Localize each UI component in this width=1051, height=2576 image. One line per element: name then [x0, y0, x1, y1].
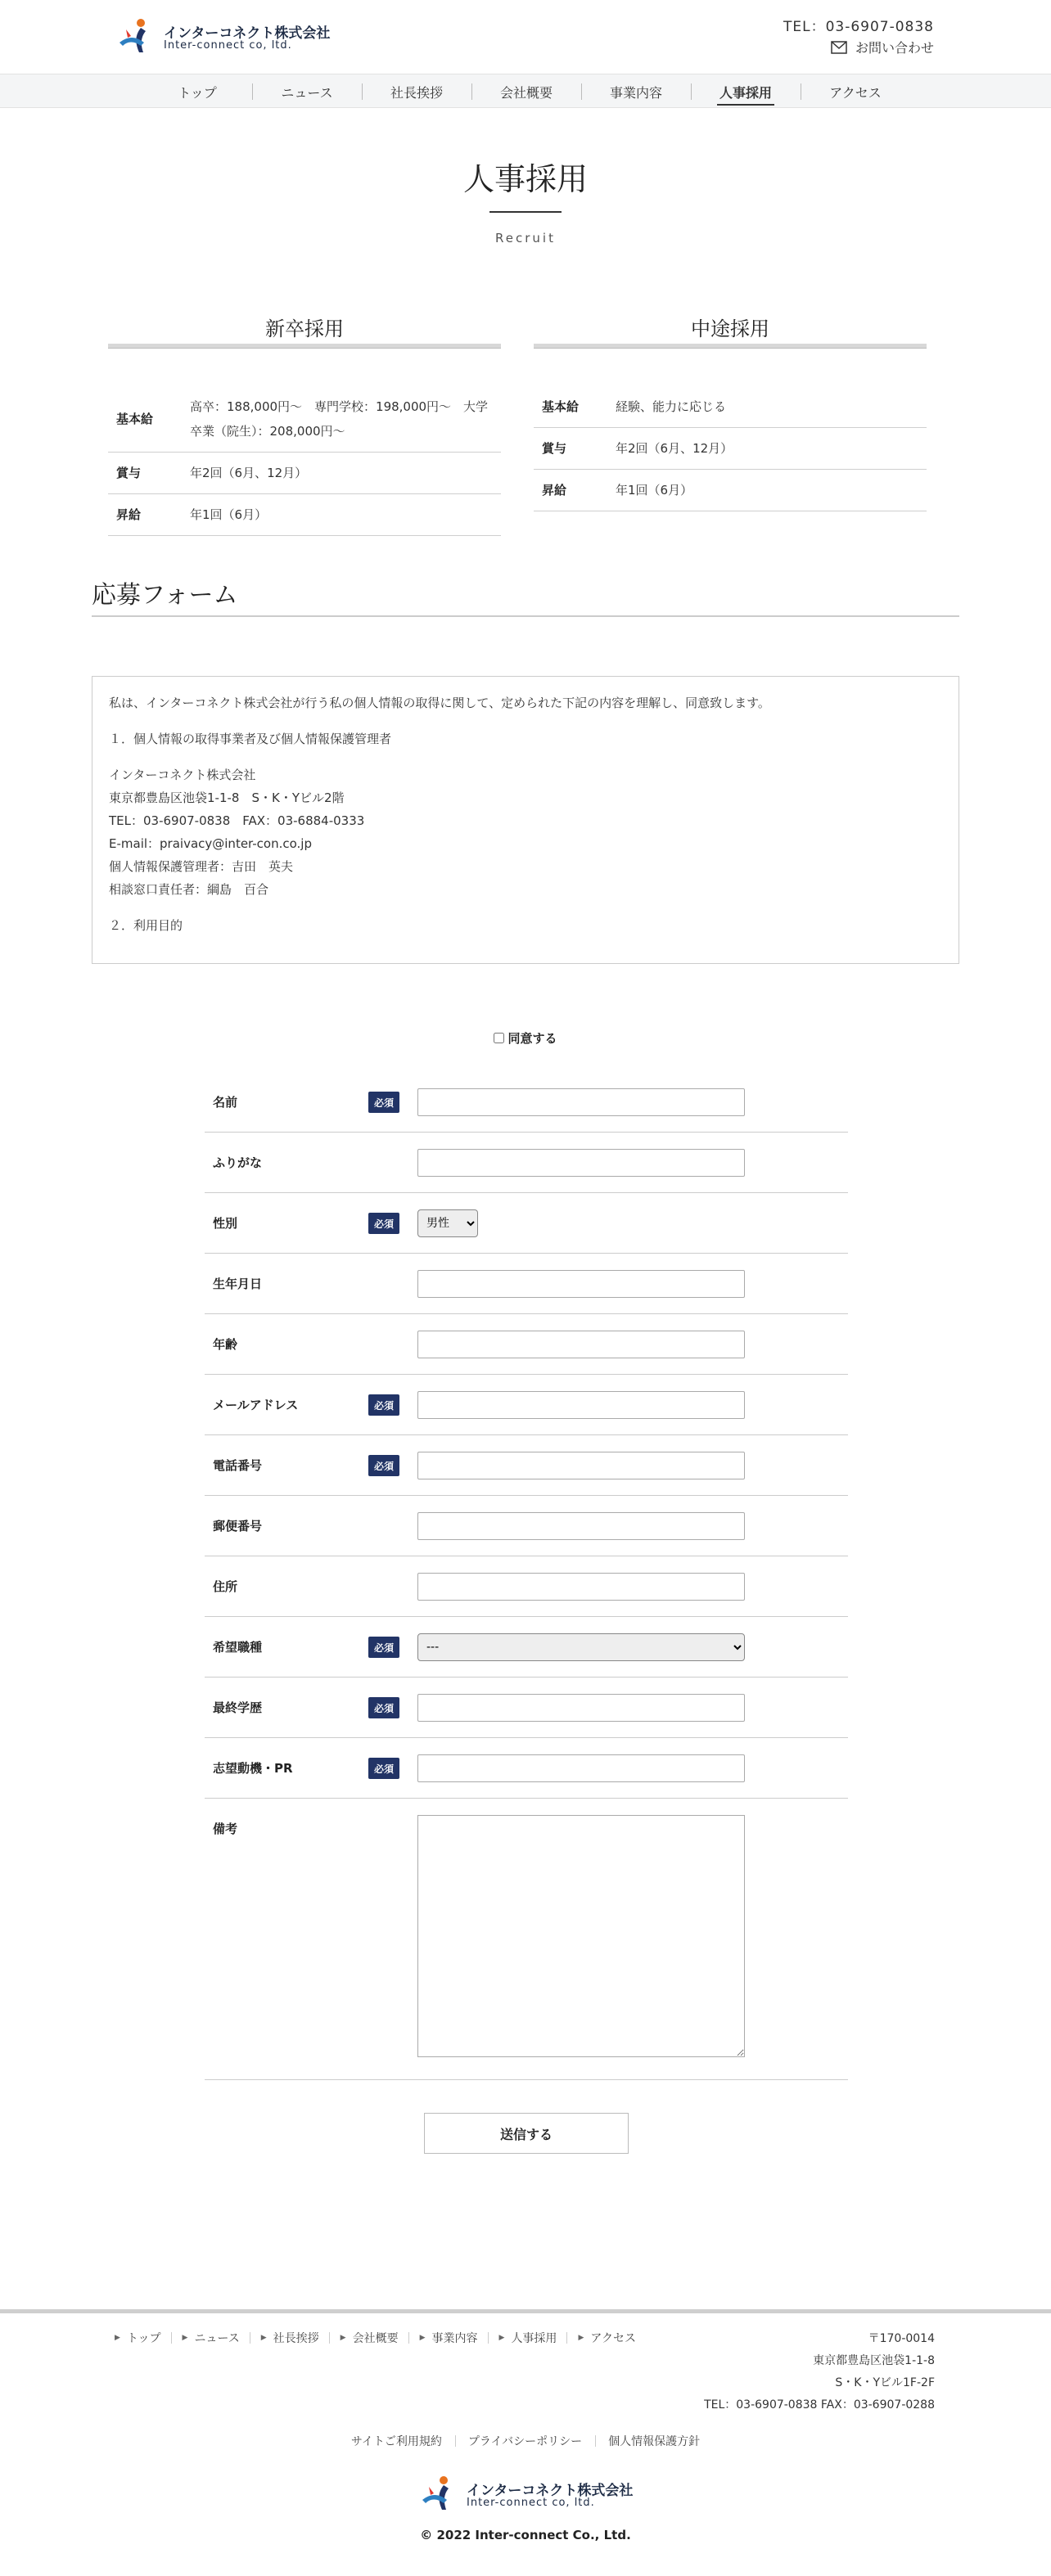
nav-item-business[interactable]: 事業内容: [581, 74, 691, 109]
privacy-telfax: TEL：03-6907-0838 FAX：03-6884-0333: [109, 813, 365, 828]
table-row: [534, 386, 927, 428]
agree-checkbox-label[interactable]: [0, 1029, 1051, 1047]
job-select[interactable]: [417, 1633, 745, 1661]
footer-link-terms[interactable]: サイトご利用規約: [350, 2435, 442, 2448]
mid-career-heading-bar: [534, 344, 927, 349]
form-row-name: [205, 1072, 848, 1133]
footer-nav: [115, 2330, 646, 2346]
field-label: 名前: [213, 1095, 238, 1110]
envelope-icon: [831, 41, 847, 54]
privacy-contact: 相談窓口責任者：綱島 百合: [109, 882, 269, 897]
triangle-right-icon: ▶: [498, 2334, 505, 2342]
footer-nav-item[interactable]: [408, 2330, 488, 2346]
furigana-input[interactable]: [417, 1149, 745, 1177]
nav-item-recruit[interactable]: 人事採用: [691, 74, 801, 109]
site-footer: [0, 2309, 1051, 2576]
contact-link[interactable]: [831, 38, 934, 56]
nav-item-top[interactable]: トップ: [178, 84, 217, 101]
footer-nav-item[interactable]: [329, 2330, 408, 2346]
email-input[interactable]: [417, 1391, 745, 1419]
footer-logo-english-name: Inter-connect co, ltd.: [467, 2497, 595, 2509]
education-input[interactable]: [417, 1694, 745, 1722]
footer-addr-line2: S・K・Yビル1F-2F: [835, 2376, 935, 2389]
table-row: [108, 386, 501, 453]
table-row: [534, 470, 927, 511]
phone-input[interactable]: [417, 1452, 745, 1479]
footer-addr-line1: 東京都豊島区池袋1-1-8: [813, 2354, 935, 2367]
field-label: 最終学歴: [213, 1700, 263, 1715]
row-key: 昇給: [534, 470, 616, 511]
footer-nav-label: アクセス: [590, 2332, 636, 2345]
field-label: ふりがな: [213, 1155, 263, 1170]
copyright: © 2022 Inter-connect Co., Ltd.: [420, 2528, 631, 2542]
name-input[interactable]: [417, 1088, 745, 1116]
row-key: 基本給: [534, 386, 616, 428]
row-key: 昇給: [108, 494, 190, 536]
required-badge: 必須: [368, 1394, 399, 1416]
triangle-right-icon: ▶: [182, 2334, 188, 2342]
required-badge: 必須: [368, 1092, 399, 1113]
logo-english-name: Inter-connect co, ltd.: [164, 39, 292, 52]
row-key: 基本給: [108, 386, 190, 453]
row-value: 年2回（6月、12月）: [190, 453, 501, 494]
postal-input[interactable]: [417, 1512, 745, 1540]
new-grad-table: [108, 386, 501, 536]
required-badge: 必須: [368, 1637, 399, 1658]
privacy-section-1: １．個人情報の取得事業者及び個人情報保護管理者: [109, 732, 392, 746]
table-row: [108, 494, 501, 536]
footer-telfax: TEL：03-6907-0838 FAX：03-6907-0288: [704, 2398, 935, 2412]
title-divider: [489, 211, 562, 213]
required-badge: 必須: [368, 1455, 399, 1476]
site-header: [0, 0, 1051, 74]
form-row-age: [205, 1314, 848, 1375]
mid-career-heading: 中途採用: [691, 317, 769, 340]
row-value: 年2回（6月、12月）: [616, 428, 927, 470]
mid-career-section: [534, 313, 927, 511]
form-row-notes: [205, 1799, 848, 2080]
footer-nav-label: 人事採用: [511, 2332, 557, 2345]
form-heading-divider: [92, 615, 959, 617]
field-label: 備考: [213, 1822, 238, 1836]
form-row-birthday: [205, 1254, 848, 1314]
required-badge: 必須: [368, 1697, 399, 1718]
new-grad-heading-bar: [108, 344, 501, 349]
footer-link-personal-info[interactable]: 個人情報保護方針: [595, 2433, 713, 2449]
form-row-motivation: [205, 1738, 848, 1799]
contact-label: お問い合わせ: [855, 40, 934, 56]
footer-logo[interactable]: [419, 2475, 640, 2511]
triangle-right-icon: ▶: [340, 2334, 346, 2342]
footer-nav-label: 社長挨拶: [273, 2332, 319, 2345]
triangle-right-icon: ▶: [419, 2334, 426, 2342]
privacy-section-2: ２．利用目的: [109, 918, 183, 933]
nav-item-company[interactable]: 会社概要: [471, 74, 581, 109]
footer-nav-item[interactable]: [115, 2330, 171, 2346]
privacy-policy-box[interactable]: [92, 676, 959, 964]
form-row-phone: [205, 1435, 848, 1496]
age-input[interactable]: [417, 1331, 745, 1358]
nav-item-news[interactable]: ニュース: [252, 74, 362, 109]
row-key: 賞与: [108, 453, 190, 494]
footer-links: [0, 2433, 1051, 2449]
field-label: 希望職種: [213, 1640, 263, 1655]
required-badge: 必須: [368, 1758, 399, 1779]
footer-link-privacy[interactable]: プライバシーポリシー: [455, 2433, 595, 2449]
logo-company-name: インターコネクト株式会社: [164, 25, 331, 42]
logo-mark-icon: [116, 18, 154, 54]
field-label: 生年月日: [213, 1277, 263, 1291]
form-row-gender: [205, 1193, 848, 1254]
footer-postal: 〒170-0014: [868, 2332, 935, 2345]
new-grad-heading: 新卒採用: [265, 317, 344, 340]
footer-nav-label: トップ: [126, 2332, 161, 2345]
footer-nav-item[interactable]: [566, 2330, 646, 2346]
row-value: 年1回（6月）: [190, 494, 501, 536]
table-row: [108, 453, 501, 494]
nav-item-greeting[interactable]: 社長挨拶: [362, 74, 471, 109]
motivation-input[interactable]: [417, 1754, 745, 1782]
agree-text: 同意する: [507, 1031, 557, 1046]
field-label: 郵便番号: [213, 1519, 263, 1533]
gender-select[interactable]: [417, 1209, 478, 1237]
form-row-postal: [205, 1496, 848, 1556]
row-value: 年1回（6月）: [616, 470, 927, 511]
page-subtitle: Recruit: [495, 231, 556, 245]
footer-logo-company-name: インターコネクト株式会社: [467, 2483, 634, 2499]
privacy-address: 東京都豊島区池袋1-1-8 S・K・Yビル2階: [109, 790, 345, 805]
required-badge: 必須: [368, 1213, 399, 1234]
field-label: 性別: [213, 1216, 238, 1231]
birthday-input[interactable]: [417, 1270, 745, 1298]
triangle-right-icon: ▶: [115, 2334, 120, 2342]
field-label: メールアドレス: [213, 1398, 299, 1412]
privacy-intro: 私は、インターコネクト株式会社が行う私の個人情報の取得に関して、定められた下記の内容を理解し、同意致します。: [109, 696, 770, 710]
table-row: [534, 428, 927, 470]
footer-nav-label: 事業内容: [431, 2332, 478, 2345]
logo-mark-icon: [419, 2475, 457, 2511]
submit-button[interactable]: 送信する: [424, 2113, 629, 2154]
nav-item-access[interactable]: アクセス: [801, 74, 910, 109]
triangle-right-icon: ▶: [578, 2334, 584, 2342]
form-row-furigana: [205, 1133, 848, 1193]
main-nav: [0, 74, 1051, 108]
footer-nav-item[interactable]: [171, 2330, 250, 2346]
privacy-manager: 個人情報保護管理者：吉田 英夫: [109, 859, 294, 874]
field-label: 志望動機・PR: [213, 1761, 293, 1776]
field-label: 年齢: [213, 1337, 238, 1352]
footer-nav-label: ニュース: [194, 2332, 240, 2345]
footer-address: [704, 2328, 935, 2416]
mid-career-table: [534, 386, 927, 511]
form-row-education: [205, 1678, 848, 1738]
row-value: 経験、能力に応じる: [616, 386, 927, 428]
row-key: 賞与: [534, 428, 616, 470]
form-row-job: [205, 1617, 848, 1678]
header-phone: TEL：03-6907-0838: [783, 19, 934, 35]
new-grad-section: [108, 313, 501, 536]
privacy-company: インターコネクト株式会社: [109, 768, 256, 782]
triangle-right-icon: ▶: [260, 2334, 267, 2342]
row-value: 高卒：188,000円〜 専門学校：198,000円〜 大学卒業（院生）：208,000円〜: [190, 386, 501, 453]
page-title: 人事採用: [462, 161, 588, 197]
notes-textarea[interactable]: [417, 1815, 745, 2057]
application-form-heading: 応募フォーム: [92, 581, 238, 610]
form-row-email: [205, 1375, 848, 1435]
privacy-email: E-mail：praivacy@inter-con.co.jp: [109, 836, 312, 851]
agree-checkbox[interactable]: [494, 1033, 504, 1043]
address-input[interactable]: [417, 1573, 745, 1601]
field-label: 住所: [213, 1579, 238, 1594]
footer-nav-item[interactable]: [250, 2330, 329, 2346]
site-logo[interactable]: [116, 18, 337, 54]
field-label: 電話番号: [213, 1458, 263, 1473]
form-row-address: [205, 1556, 848, 1617]
application-form: [205, 1072, 848, 2080]
footer-nav-item[interactable]: [488, 2330, 567, 2346]
footer-nav-label: 会社概要: [352, 2332, 399, 2345]
